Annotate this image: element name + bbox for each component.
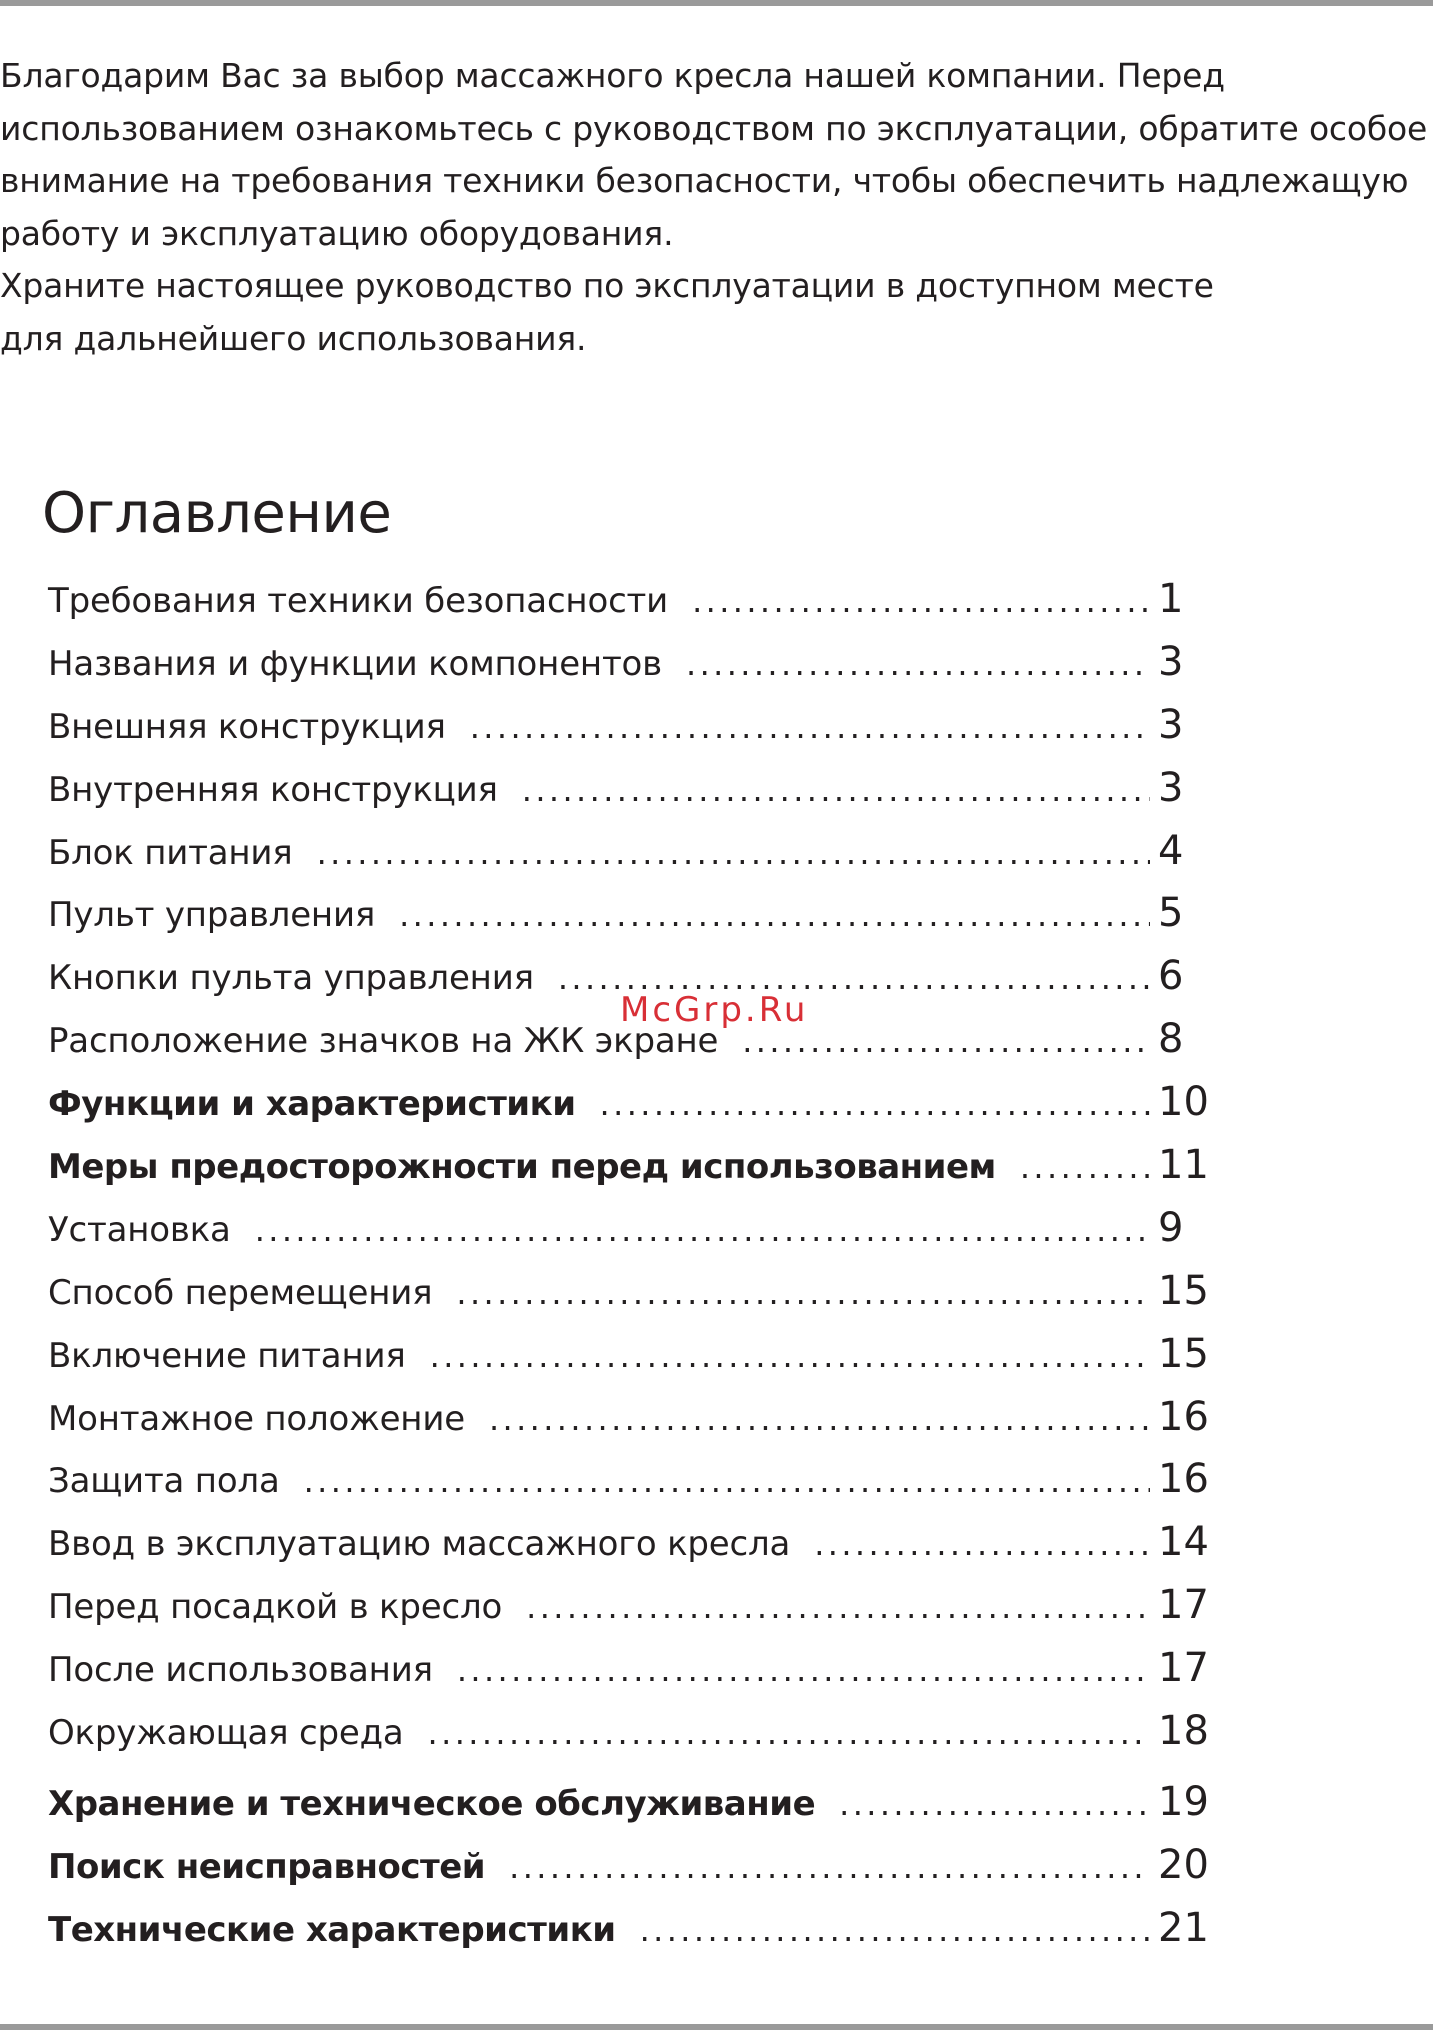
toc-entry-page: 5 (1158, 890, 1184, 937)
toc-entry[interactable] (48, 757, 1228, 820)
toc-entry[interactable] (48, 568, 1228, 631)
toc-entry-page: 16 (1158, 1456, 1209, 1503)
toc-entry[interactable] (48, 1448, 1228, 1511)
toc-entry-label: Поиск неисправностей (48, 1846, 486, 1887)
top-rule (0, 0, 1433, 6)
intro-line: для дальнейшего использования. (0, 318, 587, 358)
dot-leader (428, 1702, 1150, 1765)
toc-entry-page: 4 (1158, 827, 1184, 874)
toc-entry[interactable] (48, 1897, 1228, 1960)
toc-entry-label: Хранение и техническое обслуживание (48, 1783, 816, 1824)
toc-entry-label: Пульт управления (48, 895, 376, 936)
dot-leader (526, 1576, 1150, 1639)
toc-entry-page: 11 (1158, 1142, 1209, 1189)
dot-leader (456, 1262, 1150, 1325)
toc-entry-label: Меры предосторожности перед использованием (48, 1147, 996, 1188)
dot-leader (692, 570, 1150, 633)
intro-line: Благодарим Вас за выбор массажного кресла нашей компании. Перед (0, 56, 1225, 95)
dot-leader (304, 1450, 1150, 1513)
toc-entry[interactable] (48, 694, 1228, 757)
toc-entry-label: Внутренняя конструкция (48, 769, 498, 810)
toc-entry-page: 19 (1158, 1778, 1209, 1825)
toc-entry-label: Монтажное положение (48, 1398, 465, 1439)
toc-entry-label: Включение питания (48, 1335, 406, 1376)
toc-entry[interactable] (48, 1260, 1228, 1323)
toc-entry-label: Ввод в эксплуатацию массажного кресла (48, 1524, 791, 1565)
toc-entry-page: 3 (1158, 638, 1184, 685)
toc-entry-page: 1 (1158, 576, 1184, 622)
dot-leader (640, 1899, 1150, 1962)
toc-entry-label: Установка (48, 1209, 231, 1250)
toc-entry[interactable] (48, 1197, 1228, 1260)
toc-entry-page: 10 (1158, 1079, 1209, 1126)
toc-entry-page: 8 (1158, 1016, 1184, 1063)
dot-leader (470, 696, 1150, 759)
toc-entry-label: Расположение значков на ЖК экране (48, 1021, 719, 1062)
toc-entry-page: 14 (1158, 1519, 1209, 1566)
intro-line: внимание на требования техники безопасности, чтобы обеспечить надлежащую (0, 161, 1409, 200)
toc-entry[interactable] (48, 1511, 1228, 1574)
toc-entry-page: 16 (1158, 1393, 1209, 1440)
intro-paragraph (0, 50, 1433, 365)
dot-leader (686, 633, 1150, 696)
toc-entry-label: После использования (48, 1650, 433, 1691)
toc-title: Оглавление (42, 481, 392, 546)
toc-entry-label: Блок питания (48, 832, 293, 873)
dot-leader (600, 1073, 1150, 1136)
toc-entry-label: Защита пола (48, 1461, 280, 1502)
intro-line: работу и эксплуатацию оборудования. (0, 213, 674, 253)
toc-entry-label: Окружающая среда (48, 1713, 404, 1754)
toc-entry-page: 3 (1158, 701, 1184, 748)
toc-entry-label: Функции и характеристики (48, 1084, 576, 1125)
toc-entry[interactable] (48, 1700, 1228, 1763)
toc-entry[interactable] (48, 1134, 1228, 1197)
toc-entry-page: 9 (1158, 1204, 1184, 1251)
toc-entry-page: 6 (1158, 953, 1184, 1000)
toc-entry-page: 15 (1158, 1330, 1209, 1377)
toc-entry-label: Требования техники безопасности (48, 581, 669, 621)
dot-leader (814, 1513, 1150, 1576)
dot-leader (839, 1773, 1150, 1836)
dot-leader (522, 759, 1150, 822)
toc-entry-page: 17 (1158, 1582, 1209, 1629)
dot-leader (509, 1836, 1150, 1899)
toc-entry-page: 18 (1158, 1708, 1209, 1755)
dot-leader (457, 1639, 1150, 1702)
toc-entry[interactable] (48, 1071, 1228, 1134)
dot-leader (317, 822, 1150, 885)
toc-list (48, 568, 1228, 1960)
toc-entry-label: Кнопки пульта управления (48, 958, 534, 999)
toc-entry[interactable] (48, 1834, 1228, 1897)
toc-entry[interactable] (48, 882, 1228, 945)
dot-leader (255, 1199, 1150, 1262)
toc-entry-label: Способ перемещения (48, 1272, 433, 1313)
toc-entry[interactable] (48, 631, 1228, 694)
toc-entry-page: 21 (1158, 1904, 1209, 1951)
intro-line: использованием ознакомьтесь с руководством по эксплуатации, обратите особое (0, 108, 1428, 148)
toc-entry-page: 15 (1158, 1267, 1209, 1314)
dot-leader (1020, 1136, 1150, 1199)
watermark: McGrp.Ru (620, 990, 809, 1030)
toc-entry[interactable] (48, 820, 1228, 883)
toc-entry-label: Перед посадкой в кресло (48, 1587, 503, 1628)
toc-entry[interactable] (48, 1386, 1228, 1449)
toc-entry-label: Технические характеристики (48, 1909, 616, 1950)
toc-entry[interactable] (48, 1323, 1228, 1386)
toc-entry-label: Названия и функции компонентов (48, 643, 662, 684)
toc-entry-page: 3 (1158, 764, 1184, 811)
toc-entry[interactable] (48, 1574, 1228, 1637)
toc-entry[interactable] (48, 1637, 1228, 1700)
bottom-rule (0, 2024, 1433, 2030)
dot-leader (489, 1388, 1150, 1451)
dot-leader (430, 1325, 1150, 1388)
toc-entry-page: 17 (1158, 1645, 1209, 1692)
toc-entry-page: 20 (1158, 1841, 1209, 1888)
toc-entry[interactable] (48, 1771, 1228, 1834)
dot-leader (399, 884, 1150, 947)
toc-entry-label: Внешняя конструкция (48, 706, 446, 747)
intro-line: Храните настоящее руководство по эксплуатации в доступном месте (0, 266, 1214, 305)
